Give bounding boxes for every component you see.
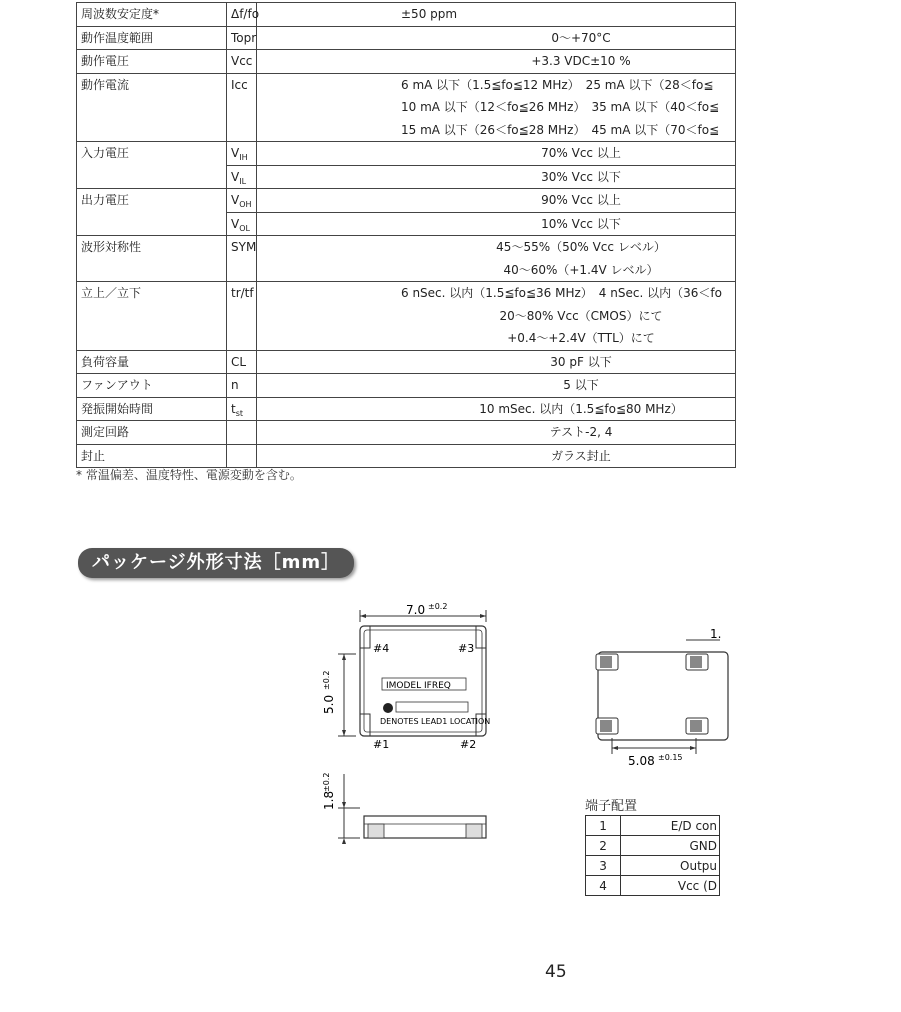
spec-value-line: 45～55%（50% Vcc レベル） — [496, 240, 666, 254]
spec-value-line: +0.4～+2.4V（TTL）にて — [507, 331, 655, 345]
spec-item — [77, 374, 227, 398]
spec-item-label: 入力電圧 — [81, 146, 130, 160]
pin3-label: #3 — [458, 642, 475, 655]
pin-row — [586, 836, 720, 856]
spec-value-line: テスト-2, 4 — [549, 425, 613, 439]
pin-table — [585, 815, 720, 896]
spec-symbol — [227, 50, 257, 74]
thickness-tolerance: ±0.2 — [322, 772, 331, 792]
spec-symbol — [227, 374, 257, 398]
spec-value — [257, 73, 736, 142]
spec-value-line: 6 mA 以下（1.5≦fo≦12 MHz） 25 mA 以下（28＜fo≦ — [401, 77, 714, 92]
spec-item — [77, 397, 227, 421]
spec-symbol-label: Δf/fo — [231, 7, 260, 21]
spec-item-label: 測定回路 — [81, 425, 130, 439]
height-dimension: 5.0 — [322, 694, 336, 714]
pin1-dot-icon — [383, 703, 393, 713]
spec-item — [77, 3, 227, 27]
spec-item — [77, 421, 227, 445]
spec-symbol — [227, 165, 257, 189]
spec-value-line: 70% Vcc 以上 — [541, 146, 621, 160]
spec-item — [77, 350, 227, 374]
spec-value — [257, 374, 736, 398]
pin-number: 3 — [586, 856, 621, 876]
width-tolerance: ±0.2 — [428, 602, 448, 611]
spec-symbol-label — [231, 421, 252, 444]
pin-row — [586, 876, 720, 896]
spec-row — [77, 444, 736, 468]
bottom-view — [596, 627, 728, 768]
spec-value-line: ガラス封止 — [551, 448, 611, 463]
spec-item — [77, 26, 227, 50]
spec-symbol — [227, 142, 257, 166]
spec-item — [77, 189, 227, 213]
spec-value — [257, 165, 736, 189]
spec-item-label: 周波数安定度* — [81, 7, 160, 21]
spec-value — [257, 189, 736, 213]
spec-value-line: 30% Vcc 以下 — [541, 169, 621, 184]
spec-symbol-label: $V_{OH}$ — [231, 193, 252, 209]
footnote: * 常温偏差、温度特性、電源変動を含む。 — [76, 468, 302, 482]
marking-line2: DENOTES LEAD1 LOCATION — [380, 717, 491, 726]
spec-row — [77, 374, 736, 398]
spec-item-label: 封止 — [81, 448, 106, 463]
pin-function: GND — [621, 836, 720, 856]
pin-row — [586, 816, 720, 836]
spec-item — [77, 165, 227, 189]
spec-symbol-label: Topr — [231, 30, 257, 45]
spec-item-label — [81, 165, 222, 188]
spec-table — [76, 2, 736, 468]
spec-value-line: 30 pF 以下 — [550, 354, 612, 369]
spec-value-line: 10 mSec. 以内（1.5≦fo≦80 MHz） — [479, 401, 683, 416]
spec-item — [77, 73, 227, 142]
spec-symbol — [227, 282, 257, 351]
partial-dimension: 1. — [710, 627, 722, 641]
spec-symbol-label: $V_{OL}$ — [231, 216, 250, 233]
spec-symbol — [227, 397, 257, 421]
spec-item-label: 動作電流 — [81, 77, 130, 92]
spec-symbol-label: $V_{IL}$ — [231, 169, 247, 186]
spec-symbol-label: n — [231, 378, 239, 392]
pin-row — [586, 856, 720, 876]
pin-function: Outpu — [621, 856, 720, 876]
spec-symbol — [227, 350, 257, 374]
spec-value-line: 40～60%（+1.4V レベル） — [503, 262, 659, 277]
page-number: 45 — [545, 962, 567, 982]
pin-number: 2 — [586, 836, 621, 856]
spec-value — [257, 26, 736, 50]
spec-item — [77, 50, 227, 74]
spec-value — [257, 236, 736, 282]
spec-symbol-label: $V_{IH}$ — [231, 146, 248, 162]
spec-symbol — [227, 444, 257, 468]
spec-value-line: 10 mA 以下（12＜fo≦26 MHz） 35 mA 以下（40＜fo≦ — [401, 100, 720, 114]
spec-item — [77, 212, 227, 236]
pin2-label: #2 — [460, 738, 477, 751]
spec-item — [77, 444, 227, 468]
spec-symbol-label: CL — [231, 354, 247, 369]
spec-row — [77, 282, 736, 351]
spec-row — [77, 189, 736, 213]
spec-symbol — [227, 421, 257, 445]
spec-item-label: 波形対称性 — [81, 240, 142, 254]
thickness-dimension: 1.8 — [322, 790, 336, 810]
spec-row — [77, 73, 736, 142]
spec-row — [77, 236, 736, 282]
spec-value — [257, 397, 736, 421]
spec-symbol-label: tr/tf — [231, 286, 254, 300]
spec-symbol-label — [231, 445, 252, 468]
spec-symbol — [227, 212, 257, 236]
pin-number: 1 — [586, 816, 621, 836]
spec-value — [257, 50, 736, 74]
spec-value — [257, 142, 736, 166]
spec-value-line: +3.3 VDC±10 % — [531, 54, 631, 68]
marking-line1: IMODEL IFREQ — [386, 681, 451, 691]
spec-symbol — [227, 73, 257, 142]
pin-function: Vcc (D — [621, 876, 720, 896]
spec-row — [77, 3, 736, 27]
spec-value — [257, 421, 736, 445]
spec-row — [77, 165, 736, 189]
spec-value-line: 90% Vcc 以上 — [541, 193, 621, 207]
spec-item — [77, 282, 227, 351]
pad-pitch-dimension: 5.08 — [628, 754, 655, 768]
spec-item-label: 動作温度範囲 — [81, 30, 154, 45]
pin1-label: #1 — [373, 738, 390, 751]
spec-symbol-label: Vcc — [231, 54, 253, 68]
pin-number: 4 — [586, 876, 621, 896]
pin-table-title: 端子配置 — [585, 799, 638, 814]
spec-value — [257, 444, 736, 468]
spec-item — [77, 236, 227, 282]
spec-item-label — [81, 212, 222, 235]
spec-value-line: 20～80% Vcc（CMOS）にて — [499, 308, 663, 323]
side-view — [322, 773, 486, 844]
spec-value-line: ±50 ppm — [401, 7, 458, 21]
spec-symbol-label: Icc — [231, 77, 248, 92]
spec-item-label: 負荷容量 — [81, 354, 130, 369]
width-dimension: 7.0 — [406, 603, 426, 617]
section-title: パッケージ外形寸法［mm］ — [78, 548, 354, 578]
spec-item-label: 動作電圧 — [81, 54, 130, 68]
spec-row — [77, 26, 736, 50]
top-view — [322, 602, 490, 751]
spec-symbol-label: SYM — [231, 240, 257, 254]
spec-value-line: 10% Vcc 以下 — [541, 216, 621, 231]
spec-value — [257, 212, 736, 236]
height-tolerance: ±0.2 — [322, 670, 331, 690]
spec-value-line: 6 nSec. 以内（1.5≦fo≦36 MHz） 4 nSec. 以内（36＜fo — [401, 286, 722, 300]
spec-symbol — [227, 236, 257, 282]
spec-value — [257, 3, 736, 27]
spec-value — [257, 282, 736, 351]
spec-row — [77, 350, 736, 374]
spec-row — [77, 212, 736, 236]
spec-symbol-label: $t_{st}$ — [231, 401, 244, 418]
spec-symbol — [227, 3, 260, 27]
spec-value-line: 0～+70°C — [551, 30, 611, 45]
pad-pitch-tolerance: ±0.15 — [658, 753, 683, 762]
spec-symbol — [227, 189, 257, 213]
spec-item-label: 立上／立下 — [81, 286, 142, 300]
spec-row — [77, 142, 736, 166]
spec-row — [77, 421, 736, 445]
spec-row — [77, 50, 736, 74]
spec-value-line: 5 以下 — [563, 378, 599, 392]
spec-value-line: 15 mA 以下（26＜fo≦28 MHz） 45 mA 以下（70＜fo≦ — [401, 122, 720, 137]
spec-item-label: 出力電圧 — [81, 193, 130, 207]
pin-function: E/D con — [621, 816, 720, 836]
spec-value — [257, 350, 736, 374]
pin4-label: #4 — [373, 642, 390, 655]
spec-item-label: ファンアウト — [81, 378, 153, 392]
spec-item — [77, 142, 227, 166]
spec-item-label: 発振開始時間 — [81, 401, 154, 416]
spec-row — [77, 397, 736, 421]
spec-symbol — [227, 26, 257, 50]
